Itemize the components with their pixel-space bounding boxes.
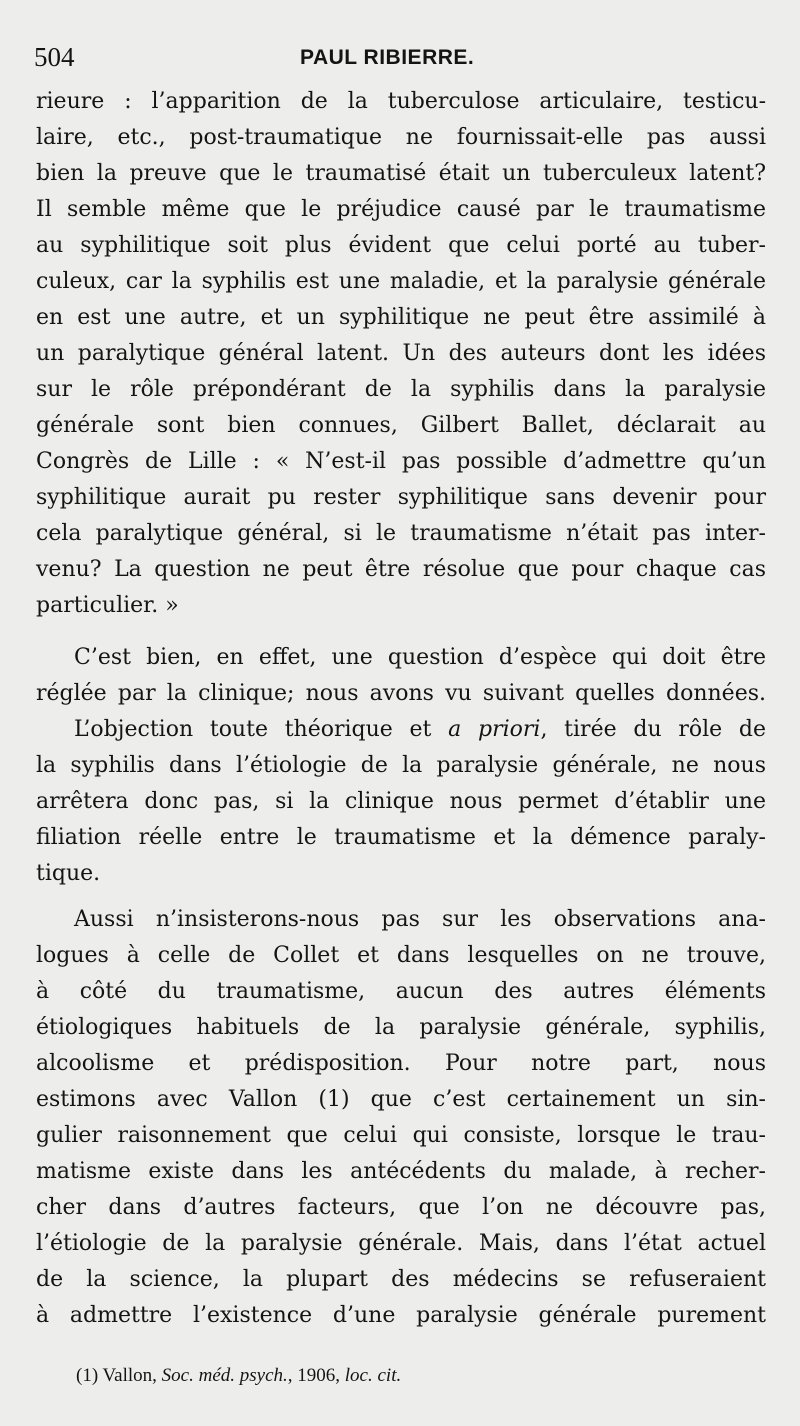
- text-line: au syphilitique soit plus évident que celui porté au tuber-: [36, 233, 766, 258]
- text-line: logues à celle de Collet et dans lesquelles on ne trouve,: [36, 943, 766, 968]
- objection-rest: , tirée du rôle de: [540, 717, 767, 742]
- text-line: arrêtera donc pas, si la clinique nous permet d’établir une: [36, 789, 766, 814]
- text-line: en est une autre, et un syphilitique ne peut être assimilé à: [36, 305, 766, 330]
- text-line: cher dans d’autres facteurs, que l’on ne découvre pas,: [36, 1195, 766, 1220]
- objection-start: L’objection toute théorique et: [74, 717, 432, 742]
- text-line: tique.: [36, 861, 101, 886]
- footnote-year: , 1906,: [287, 1365, 341, 1386]
- text-line: l’étiologie de la paralysie générale. Mais, dans l’état actuel: [36, 1231, 766, 1256]
- page-number: 504: [34, 42, 75, 72]
- footnote-marker: (1) Vallon,: [76, 1365, 157, 1386]
- text-line: de la science, la plupart des médecins se refuseraient: [36, 1267, 766, 1292]
- text-line: Il semble même que le préjudice causé par le traumatisme: [36, 197, 766, 222]
- text-line: étiologiques habituels de la paralysie générale, syphilis,: [36, 1015, 766, 1040]
- text-line: réglée par la clinique; nous avons vu suivant quelles données.: [36, 681, 766, 706]
- text-line: à admettre l’existence d’une paralysie générale purement: [36, 1303, 766, 1328]
- text-line: filiation réelle entre le traumatisme et la démence paraly-: [36, 825, 766, 850]
- text-line: C’est bien, en effet, une question d’espèce qui doit être: [74, 645, 766, 670]
- text-line: syphilitique aurait pu rester syphilitique sans devenir pour: [36, 485, 766, 510]
- text-line: estimons avec Vallon (1) que c’est certainement un sin-: [36, 1087, 766, 1112]
- text-line: laire, etc., post-traumatique ne fournissait-elle pas aussi: [36, 125, 766, 150]
- text-line: Congrès de Lille : « N’est-il pas possible d’admettre qu’un: [36, 449, 766, 474]
- footnote-cit: loc. cit.: [344, 1365, 402, 1386]
- text-line-objection: [74, 712, 766, 748]
- text-line: cela paralytique général, si le traumatisme n’était pas inter-: [36, 521, 766, 546]
- page-header: [34, 42, 734, 78]
- text-line: venu? La question ne peut être résolue que pour chaque cas: [36, 557, 766, 582]
- text-line: gulier raisonnement que celui qui consiste, lorsque le trau-: [36, 1123, 766, 1148]
- footnote-source: Soc. méd. psych.: [161, 1365, 288, 1386]
- text-line: particulier. »: [36, 593, 179, 618]
- footnote: [76, 1362, 556, 1390]
- text-line: culeux, car la syphilis est une maladie, et la paralysie générale: [36, 269, 766, 294]
- text-line: sur le rôle prépondérant de la syphilis dans la paralysie: [36, 377, 766, 402]
- text-line: bien la preuve que le traumatisé était un tuberculeux latent?: [36, 161, 766, 186]
- text-line: Aussi n’insisterons-nous pas sur les observations ana-: [74, 907, 766, 932]
- a-priori-italic: a priori: [448, 717, 541, 742]
- text-line: la syphilis dans l’étiologie de la paralysie générale, ne nous: [36, 753, 766, 778]
- text-line: un paralytique général latent. Un des auteurs dont les idées: [36, 341, 766, 366]
- text-line: alcoolisme et prédisposition. Pour notre part, nous: [36, 1051, 766, 1076]
- running-head: PAUL RIBIERRE.: [300, 46, 475, 69]
- text-line: générale sont bien connues, Gilbert Ballet, déclarait au: [36, 413, 766, 438]
- text-line: matisme existe dans les antécédents du malade, à recher-: [36, 1159, 766, 1184]
- text-line: à côté du traumatisme, aucun des autres éléments: [36, 979, 766, 1004]
- text-line: rieure : l’apparition de la tuberculose articulaire, testicu-: [36, 89, 766, 114]
